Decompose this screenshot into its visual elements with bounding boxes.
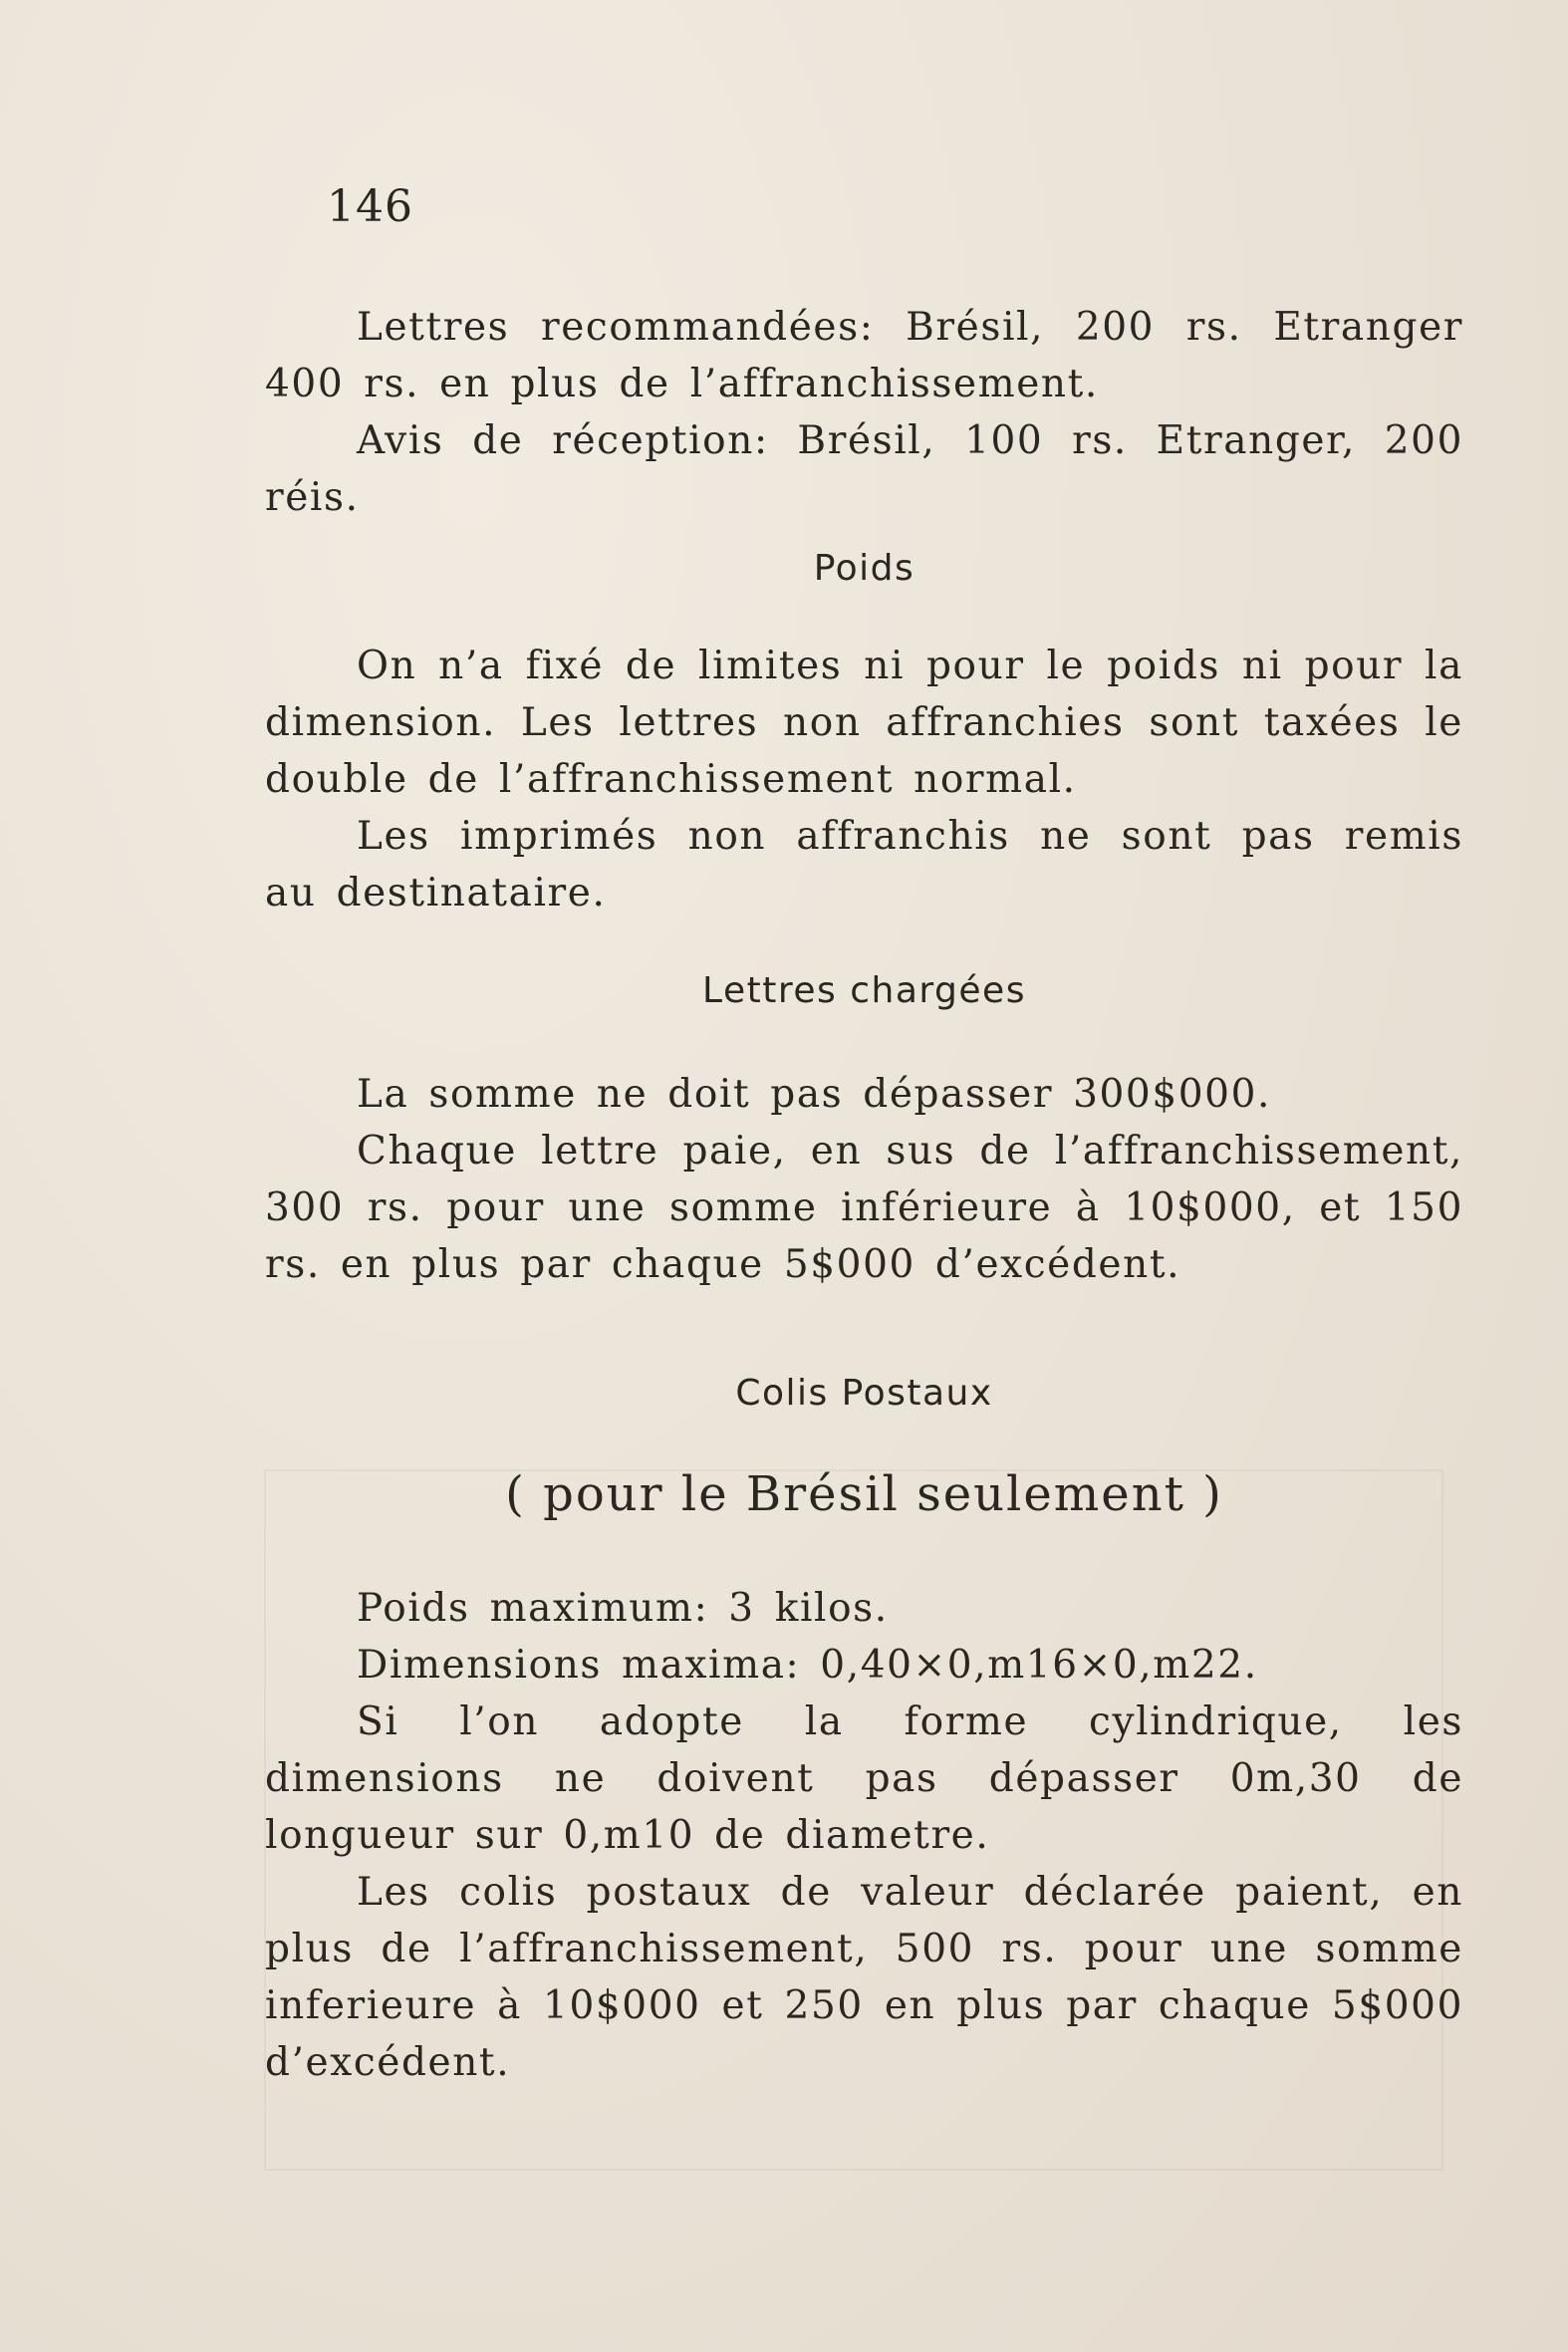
paragraph-receipt-notice: Avis de réception: Brésil, 100 rs. Etranger, 200 réis. <box>265 418 1463 520</box>
heading-lettres-chargees: Lettres chargées <box>702 970 1026 1011</box>
paragraph-cylindrical: Si l’on adopte la forme cylindrique, les dimensions ne doivent pas dépasser 0m,30 de longueur sur 0,m10 de diametre. <box>265 1699 1463 1858</box>
poids-block <box>265 638 1463 921</box>
chargees-block <box>265 1066 1463 1293</box>
paragraph-charged-fee: Chaque lettre paie, en sus de l’affranchissement, 300 rs. pour une somme inférieure à 10$000, et 150 rs. en plus par chaque 5$000 d’excédent. <box>265 1129 1463 1287</box>
paragraph-declared-value: Les colis postaux de valeur déclarée paient, en plus de l’affranchissement, 500 rs. pour une somme inferieure à 10$000 et 250 en plus par chaque 5$000 d’excédent. <box>265 1870 1463 2085</box>
paragraph-registered-letters: Lettres recommandées: Brésil, 200 rs. Etranger 400 rs. en plus de l’affranchissement. <box>265 305 1463 406</box>
paragraph-max-dimensions: Dimensions maxima: 0,40×0,m16×0,m22. <box>357 1643 1258 1688</box>
paragraph-printed-matter: Les imprimés non affranchis ne sont pas remis au destinataire. <box>265 814 1463 915</box>
paragraph-max-weight: Poids maximum: 3 kilos. <box>357 1586 889 1631</box>
colis-block <box>265 1580 1463 2091</box>
paragraph-limits: On n’a fixé de limites ni pour le poids ni pour la dimension. Les lettres non affranchies sont taxées le double de l’affranchissement normal. <box>265 644 1463 802</box>
heading-poids: Poids <box>813 548 915 589</box>
subheading-bresil-only: ( pour le Brésil seulement ) <box>505 1466 1223 1522</box>
page-number: 146 <box>327 181 413 232</box>
heading-colis-postaux: Colis Postaux <box>735 1373 993 1414</box>
paragraph-max-sum: La somme ne doit pas dépasser 300$000. <box>357 1072 1271 1117</box>
intro-block <box>265 299 1463 526</box>
